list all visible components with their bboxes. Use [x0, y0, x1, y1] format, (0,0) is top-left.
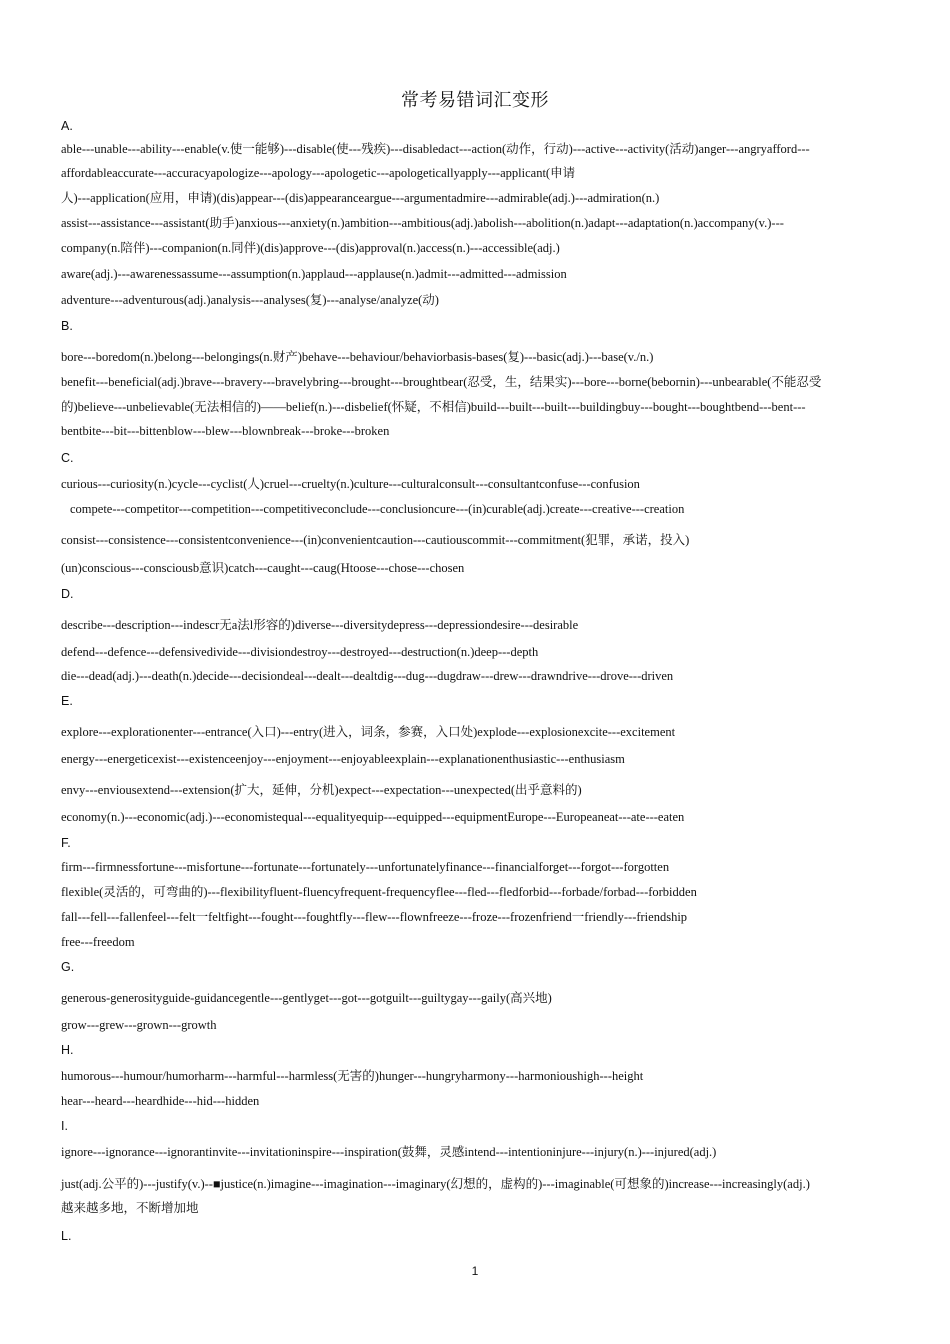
text-line: fall---fell---fallenfeel---felt一feltfight---fought---foughtfly---flew---flownfreeze---froze---frozenfriend一friendly---friendship: [61, 910, 688, 924]
text-line: curious---curiosity(n.)cycle---cyclist(人)cruel---cruelty(n.)culture---culturalconsult---consultantconfuse---confusion: [61, 477, 640, 491]
section-label-f: F.: [61, 836, 71, 850]
text-line: consist---consistence---consistentconvenience---(in)convenientcaution---cautiouscommit---commitment(犯罪，承诺，投入): [61, 533, 690, 547]
section-label-h: H.: [61, 1043, 74, 1057]
text-line: (un)conscious---consciousb意识)catch---caught---caug(Htoose---chose---chosen: [61, 561, 465, 575]
text-line: explore---explorationenter---entrance(入口)---entry(进入，词条，参赛，入口处)explode---explosionexcite---excitement: [61, 725, 676, 739]
section-label-e: E.: [61, 694, 73, 708]
text-line: 的)believe---unbelievable(无法相信的)——belief(n.)---disbelief(怀疑，不相信)build---built---built---buildingbuy---bought---boughtbend---bent---: [61, 400, 806, 414]
section-label-b: B.: [61, 319, 73, 333]
section-label-g: G.: [61, 960, 75, 974]
text-line: hear---heard---heardhide---hid---hidden: [61, 1094, 260, 1108]
text-line: free---freedom: [61, 935, 135, 949]
section-label-d: D.: [61, 587, 74, 601]
page-title: 常考易错词汇变形: [401, 90, 549, 110]
section-label-c: C.: [61, 451, 74, 465]
text-line: 越来越多地，不断增加地: [61, 1201, 199, 1215]
text-line: able---unable---ability---enable(v.使一能够)---disable(使---残疾)---disabledact---action(动作，行动)---active---activity(活动)anger---angryafford---: [61, 142, 810, 156]
text-line: assist---assistance---assistant(助手)anxious---anxiety(n.)ambition---ambitious(adj.)abolish---abolition(n.)adapt---adaptation(n.)accompany(v.)---: [61, 216, 784, 230]
text-line: affordableaccurate---accuracyapologize---apology---apologetic---apologeticallyapply---applicant(申请: [61, 166, 576, 180]
text-line: firm---firmnessfortune---misfortune---fortunate---fortunately---unfortunatelyfinance---financialforget---forgot---forgotten: [61, 860, 670, 874]
text-line: describe---description---indescr无a法l形容的)diverse---diversitydepress---depressiondesire---desirable: [61, 618, 579, 632]
text-line: 人)---application(应用，申请)(dis)appear---(dis)appearanceargue---argumentadmire---admirable(adj.)---admiration(n.): [61, 191, 660, 205]
text-line: economy(n.)---economic(adj.)---economistequal---equalityequip---equipped---equipmentEurope---Europeaneat---ate---eaten: [61, 810, 685, 824]
page-number: 1: [471, 1264, 479, 1278]
text-line: energy---energeticexist---existenceenjoy---enjoyment---enjoyableexplain---explanationenthusiastic---enthusiasm: [61, 752, 625, 766]
text-line: defend---defence---defensivedivide---divisiondestroy---destroyed---destruction(n.)deep---depth: [61, 645, 539, 659]
text-line: generous-generosityguide-guidancegentle---gentlyget---got---gotguilt---guiltygay---gaily(高兴地): [61, 991, 552, 1005]
text-line: ignore---ignorance---ignorantinvite---invitationinspire---inspiration(鼓舞，灵感intend---intentioninjure---injury(n.)---injured(adj.): [61, 1145, 717, 1159]
text-line: just(adj.公平的)---justify(v.)--■justice(n.)imagine---imagination---imaginary(幻想的，虚构的)---imaginable(可想象的)increase---increasingly(adj.): [61, 1177, 810, 1191]
text-line: compete---competitor---competition---competitiveconclude---conclusioncure---(in)curable(adj.)create---creative---creation: [70, 502, 685, 516]
text-line: humorous---humour/humorharm---harmful---harmless(无害的)hunger---hungryharmony---harmonioushigh---height: [61, 1069, 644, 1083]
section-label-l: L.: [61, 1229, 72, 1243]
section-label-a: A.: [61, 119, 73, 133]
text-line: benefit---beneficial(adj.)brave---bravery---bravelybring---brought---broughtbear(忍受，生，结果实)---bore---borne(bebornin)---unbearable(不能忍受: [61, 375, 822, 389]
text-line: die---dead(adj.)---death(n.)decide---decisiondeal---dealt---dealtdig---dug---dugdraw---drew---drawndrive---drove---driven: [61, 669, 674, 683]
text-line: aware(adj.)---awarenessassume---assumption(n.)applaud---applause(n.)admit---admitted---admission: [61, 267, 567, 281]
text-line: grow---grew---grown---growth: [61, 1018, 217, 1032]
text-line: bentbite---bit---bittenblow---blew---blownbreak---broke---broken: [61, 424, 390, 438]
section-label-i: I.: [61, 1119, 68, 1133]
text-line: flexible(灵活的，可弯曲的)---flexibilityfluent-fluencyfrequent-frequencyflee---fled---fledforbid---forbade/forbad---forbidden: [61, 885, 697, 899]
text-line: company(n.陪伴)---companion(n.同伴)(dis)approve---(dis)approval(n.)access(n.)---accessible(adj.): [61, 241, 560, 255]
text-line: adventure---adventurous(adj.)analysis---analyses(复)---analyse/analyze(动): [61, 293, 439, 307]
text-line: bore---boredom(n.)belong---belongings(n.财产)behave---behaviour/behaviorbasis-bases(复)---basic(adj.)---base(v./n.): [61, 350, 654, 364]
text-line: envy---enviousextend---extension(扩大，延伸，分机)expect---expectation---unexpected(出乎意料的): [61, 783, 582, 797]
